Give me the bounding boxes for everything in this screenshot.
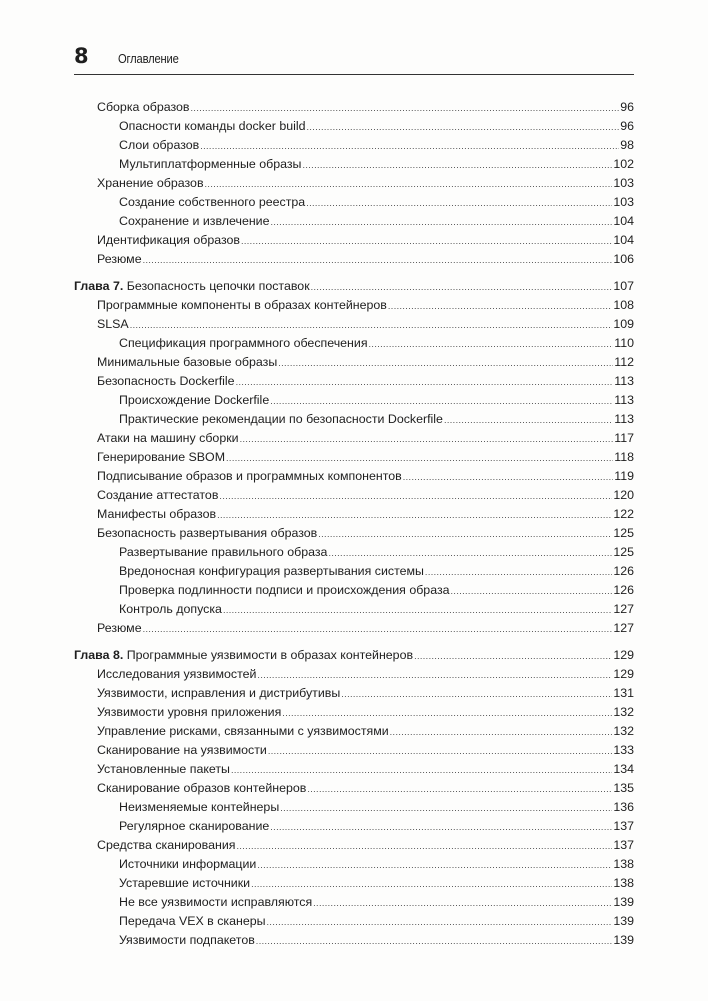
- entry-title-text: Безопасность цепочки поставок: [123, 279, 310, 293]
- toc-entry-title: [97, 296, 387, 315]
- toc-entry-title: [74, 277, 310, 296]
- toc-entry-title: [97, 353, 277, 372]
- entry-title-text: Генерирование SBOM: [97, 450, 226, 464]
- toc-row: [74, 798, 634, 817]
- chapter-number: Глава 7.: [74, 279, 124, 293]
- toc-row: [74, 136, 634, 155]
- dot-leader: [223, 601, 612, 620]
- toc-entry-title: [119, 117, 306, 136]
- toc-page-number: 113: [614, 412, 634, 426]
- toc-page-number: 126: [613, 564, 634, 578]
- dot-leader: [414, 647, 612, 666]
- dot-leader: [306, 194, 612, 213]
- toc-row: [74, 703, 634, 722]
- page-header: [74, 42, 634, 75]
- toc-page-number: 126: [613, 583, 634, 597]
- toc-page-number: 119: [614, 469, 634, 483]
- toc-page-number: 112: [614, 355, 634, 369]
- toc-page-number: 132: [613, 705, 634, 719]
- toc-row: [74, 155, 634, 174]
- entry-title-text: Исследования уязвимостей: [97, 667, 257, 681]
- dot-leader: [251, 875, 612, 894]
- dot-leader: [236, 837, 612, 856]
- toc-page-number: 103: [613, 176, 634, 190]
- toc-page-number: 96: [620, 119, 634, 133]
- dot-leader: [240, 430, 614, 449]
- toc-entry-title: [97, 429, 239, 448]
- dot-leader: [226, 449, 613, 468]
- toc-row: [74, 524, 634, 543]
- toc-entry-title: [119, 334, 368, 353]
- dot-leader: [205, 175, 613, 194]
- toc-row: [74, 684, 634, 703]
- entry-title-text: Передача VEX в сканеры: [119, 914, 266, 928]
- toc-entry-title: [97, 760, 230, 779]
- toc-row: [74, 931, 634, 950]
- toc-page-number: 117: [614, 431, 634, 445]
- dot-leader: [425, 563, 612, 582]
- entry-title-text: Атаки на машину сборки: [97, 431, 239, 445]
- toc-page-number: 137: [613, 819, 634, 833]
- toc-page-number: 118: [614, 450, 634, 464]
- dot-leader: [451, 582, 613, 601]
- toc-entry-title: [97, 250, 142, 269]
- entry-title-text: Безопасность Dockerfile: [97, 374, 235, 388]
- toc-page-number: 104: [613, 233, 634, 247]
- entry-title-text: Не все уязвимости исправляются: [119, 895, 313, 909]
- toc-entry-title: [119, 543, 327, 562]
- toc-entry-title: [97, 741, 267, 760]
- dot-leader: [257, 666, 612, 685]
- toc-entry-title: [119, 600, 222, 619]
- entry-title-text: Манифесты образов: [97, 507, 217, 521]
- entry-title-text: Средства сканирования: [97, 838, 236, 852]
- toc-entry-title: [97, 315, 129, 334]
- toc-entry-title: [97, 524, 317, 543]
- entry-title-text: Устаревшие источники: [119, 876, 251, 890]
- dot-leader: [219, 487, 612, 506]
- toc-page-number: 125: [613, 545, 634, 559]
- toc-row: [74, 315, 634, 334]
- toc-row: [74, 855, 634, 874]
- dot-leader: [257, 856, 612, 875]
- toc-row: [74, 296, 634, 315]
- toc-entry-title: [119, 562, 424, 581]
- entry-title-text: Проверка подлинности подписи и происхождения образа: [119, 583, 450, 597]
- dot-leader: [270, 392, 613, 411]
- entry-title-text: Происхождение Dockerfile: [119, 393, 270, 407]
- toc-entry-title: [119, 136, 199, 155]
- entry-title-text: Практические рекомендации по безопасности Dockerfile: [119, 412, 443, 426]
- toc-chapter-row: [74, 277, 634, 296]
- toc-row: [74, 722, 634, 741]
- dot-leader: [236, 373, 614, 392]
- toc-entry-title: [97, 486, 218, 505]
- toc-row: [74, 562, 634, 581]
- entry-title-text: Безопасность развертывания образов: [97, 526, 318, 540]
- toc-row: [74, 372, 634, 391]
- dot-leader: [444, 411, 613, 430]
- toc-row: [74, 448, 634, 467]
- toc-page-number: 103: [613, 195, 634, 209]
- dot-leader: [241, 232, 612, 251]
- toc-row: [74, 665, 634, 684]
- entry-title-text: Сборка образов: [97, 100, 190, 114]
- entry-title-text: Установленные пакеты: [97, 762, 230, 776]
- toc-entry-title: [119, 893, 312, 912]
- entry-title-text: Создание собственного реестра: [119, 195, 306, 209]
- toc-row: [74, 912, 634, 931]
- toc-row: [74, 874, 634, 893]
- toc-page-number: 108: [613, 298, 634, 312]
- toc-entry-title: [119, 817, 269, 836]
- toc-entry-title: [119, 798, 279, 817]
- dot-leader: [191, 99, 620, 118]
- toc-row: [74, 836, 634, 855]
- toc-entry-title: [97, 703, 281, 722]
- toc-page-number: 120: [613, 488, 634, 502]
- toc-page-number: 131: [613, 686, 634, 700]
- entry-title-text: Резюме: [97, 621, 142, 635]
- entry-title-text: Уязвимости, исправления и дистрибутивы: [97, 686, 341, 700]
- toc-row: [74, 741, 634, 760]
- dot-leader: [280, 799, 612, 818]
- toc-entry-title: [119, 581, 450, 600]
- toc-entry-title: [97, 836, 235, 855]
- dot-leader: [307, 118, 620, 137]
- dot-leader: [390, 723, 613, 742]
- toc-entry-title: [119, 155, 301, 174]
- page-number: 8: [74, 44, 89, 68]
- dot-leader: [268, 742, 612, 761]
- dot-leader: [313, 894, 612, 913]
- toc-page-number: 127: [613, 602, 634, 616]
- dot-leader: [341, 685, 612, 704]
- toc-page-number: 129: [613, 667, 634, 681]
- toc-page-number: 129: [613, 648, 634, 662]
- toc-entry-title: [97, 98, 190, 117]
- toc-page-number: 137: [613, 838, 634, 852]
- toc-page-number: 104: [613, 214, 634, 228]
- toc-row: [74, 893, 634, 912]
- toc-row: [74, 619, 634, 638]
- entry-title-text: Программные уязвимости в образах контейнеров: [123, 648, 414, 662]
- dot-leader: [200, 137, 619, 156]
- toc-entry-title: [119, 212, 269, 231]
- dot-leader: [328, 544, 612, 563]
- toc-entry-title: [119, 912, 266, 931]
- dot-leader: [388, 297, 612, 316]
- toc-row: [74, 817, 634, 836]
- toc-page-number: 110: [614, 336, 634, 350]
- dot-leader: [369, 335, 614, 354]
- toc-row: [74, 429, 634, 448]
- dot-leader: [270, 818, 612, 837]
- entry-title-text: Источники информации: [119, 857, 257, 871]
- toc-entry-title: [97, 684, 340, 703]
- toc-page-number: 113: [614, 374, 634, 388]
- toc-entry-title: [97, 722, 389, 741]
- toc-page-number: 139: [613, 914, 634, 928]
- toc-page-number: 106: [613, 252, 634, 266]
- entry-title-text: Сканирование образов контейнеров: [97, 781, 307, 795]
- dot-leader: [311, 278, 613, 297]
- toc-row: [74, 212, 634, 231]
- toc-page-number: 102: [613, 157, 634, 171]
- dot-leader: [302, 156, 612, 175]
- toc-entry-title: [74, 646, 413, 665]
- toc-page-number: 132: [613, 724, 634, 738]
- entry-title-text: Опасности команды docker build: [119, 119, 306, 133]
- chapter-number: Глава 8.: [74, 648, 124, 662]
- toc-row: [74, 117, 634, 136]
- toc-row: [74, 174, 634, 193]
- dot-leader: [318, 525, 612, 544]
- table-of-contents: [74, 98, 634, 950]
- running-head: Оглавление: [118, 51, 179, 66]
- toc-entry-title: [97, 779, 306, 798]
- entry-title-text: Подписывание образов и программных компонентов: [97, 469, 402, 483]
- toc-page-number: 138: [613, 876, 634, 890]
- toc-page-number: 122: [613, 507, 634, 521]
- toc-entry-title: [97, 665, 256, 684]
- dot-leader: [267, 913, 613, 932]
- toc-page-number: 127: [613, 621, 634, 635]
- entry-title-text: Регулярное сканирование: [119, 819, 270, 833]
- toc-row: [74, 467, 634, 486]
- dot-leader: [256, 932, 613, 951]
- entry-title-text: Минимальные базовые образы: [97, 355, 278, 369]
- toc-row: [74, 391, 634, 410]
- toc-row: [74, 231, 634, 250]
- dot-leader: [270, 213, 612, 232]
- entry-title-text: Вредоносная конфигурация развертывания системы: [119, 564, 424, 578]
- toc-row: [74, 98, 634, 117]
- entry-title-text: Спецификация программного обеспечения: [119, 336, 368, 350]
- dot-leader: [231, 761, 612, 780]
- toc-page-number: 135: [613, 781, 634, 795]
- entry-title-text: Контроль допуска: [119, 602, 222, 616]
- toc-row: [74, 486, 634, 505]
- toc-row: [74, 543, 634, 562]
- entry-title-text: Резюме: [97, 252, 142, 266]
- toc-page-number: 139: [613, 933, 634, 947]
- entry-title-text: SLSA: [97, 317, 129, 331]
- entry-title-text: Идентификация образов: [97, 233, 240, 247]
- entry-title-text: Сканирование на уязвимости: [97, 743, 267, 757]
- toc-entry-title: [97, 467, 402, 486]
- dot-leader: [282, 704, 612, 723]
- entry-title-text: Уязвимости подпакетов: [119, 933, 255, 947]
- toc-page-number: 125: [613, 526, 634, 540]
- toc-row: [74, 334, 634, 353]
- toc-page-number: 139: [613, 895, 634, 909]
- toc-entry-title: [97, 174, 204, 193]
- entry-title-text: Мультиплатформенные образы: [119, 157, 302, 171]
- toc-page-number: 138: [613, 857, 634, 871]
- toc-row: [74, 600, 634, 619]
- dot-leader: [143, 620, 613, 639]
- toc-entry-title: [119, 931, 255, 950]
- toc-page-number: 98: [620, 138, 634, 152]
- entry-title-text: Неизменяемые контейнеры: [119, 800, 280, 814]
- dot-leader: [143, 251, 613, 270]
- toc-chapter-row: [74, 646, 634, 665]
- toc-page-number: 133: [613, 743, 634, 757]
- toc-row: [74, 505, 634, 524]
- entry-title-text: Создание аттестатов: [97, 488, 219, 502]
- dot-leader: [130, 316, 613, 335]
- toc-row: [74, 581, 634, 600]
- toc-row: [74, 410, 634, 429]
- toc-page-number: 136: [613, 800, 634, 814]
- toc-row: [74, 250, 634, 269]
- toc-entry-title: [119, 855, 256, 874]
- toc-entry-title: [119, 391, 269, 410]
- toc-page-number: 96: [620, 100, 634, 114]
- entry-title-text: Программные компоненты в образах контейнеров: [97, 298, 387, 312]
- toc-entry-title: [119, 193, 305, 212]
- toc-row: [74, 760, 634, 779]
- toc-page-number: 134: [613, 762, 634, 776]
- entry-title-text: Уязвимости уровня приложения: [97, 705, 282, 719]
- dot-leader: [217, 506, 612, 525]
- toc-entry-title: [97, 505, 216, 524]
- toc-page-number: 113: [614, 393, 634, 407]
- entry-title-text: Развертывание правильного образа: [119, 545, 328, 559]
- dot-leader: [307, 780, 612, 799]
- dot-leader: [403, 468, 613, 487]
- toc-entry-title: [119, 410, 443, 429]
- toc-entry-title: [119, 874, 250, 893]
- toc-page-number: 109: [613, 317, 634, 331]
- toc-entry-title: [97, 448, 225, 467]
- dot-leader: [278, 354, 613, 373]
- toc-entry-title: [97, 619, 142, 638]
- toc-row: [74, 779, 634, 798]
- toc-entry-title: [97, 372, 235, 391]
- entry-title-text: Сохранение и извлечение: [119, 214, 270, 228]
- toc-page-number: 107: [613, 279, 634, 293]
- entry-title-text: Управление рисками, связанными с уязвимостями: [97, 724, 389, 738]
- toc-row: [74, 353, 634, 372]
- toc-row: [74, 193, 634, 212]
- entry-title-text: Хранение образов: [97, 176, 204, 190]
- toc-entry-title: [97, 231, 240, 250]
- entry-title-text: Слои образов: [119, 138, 200, 152]
